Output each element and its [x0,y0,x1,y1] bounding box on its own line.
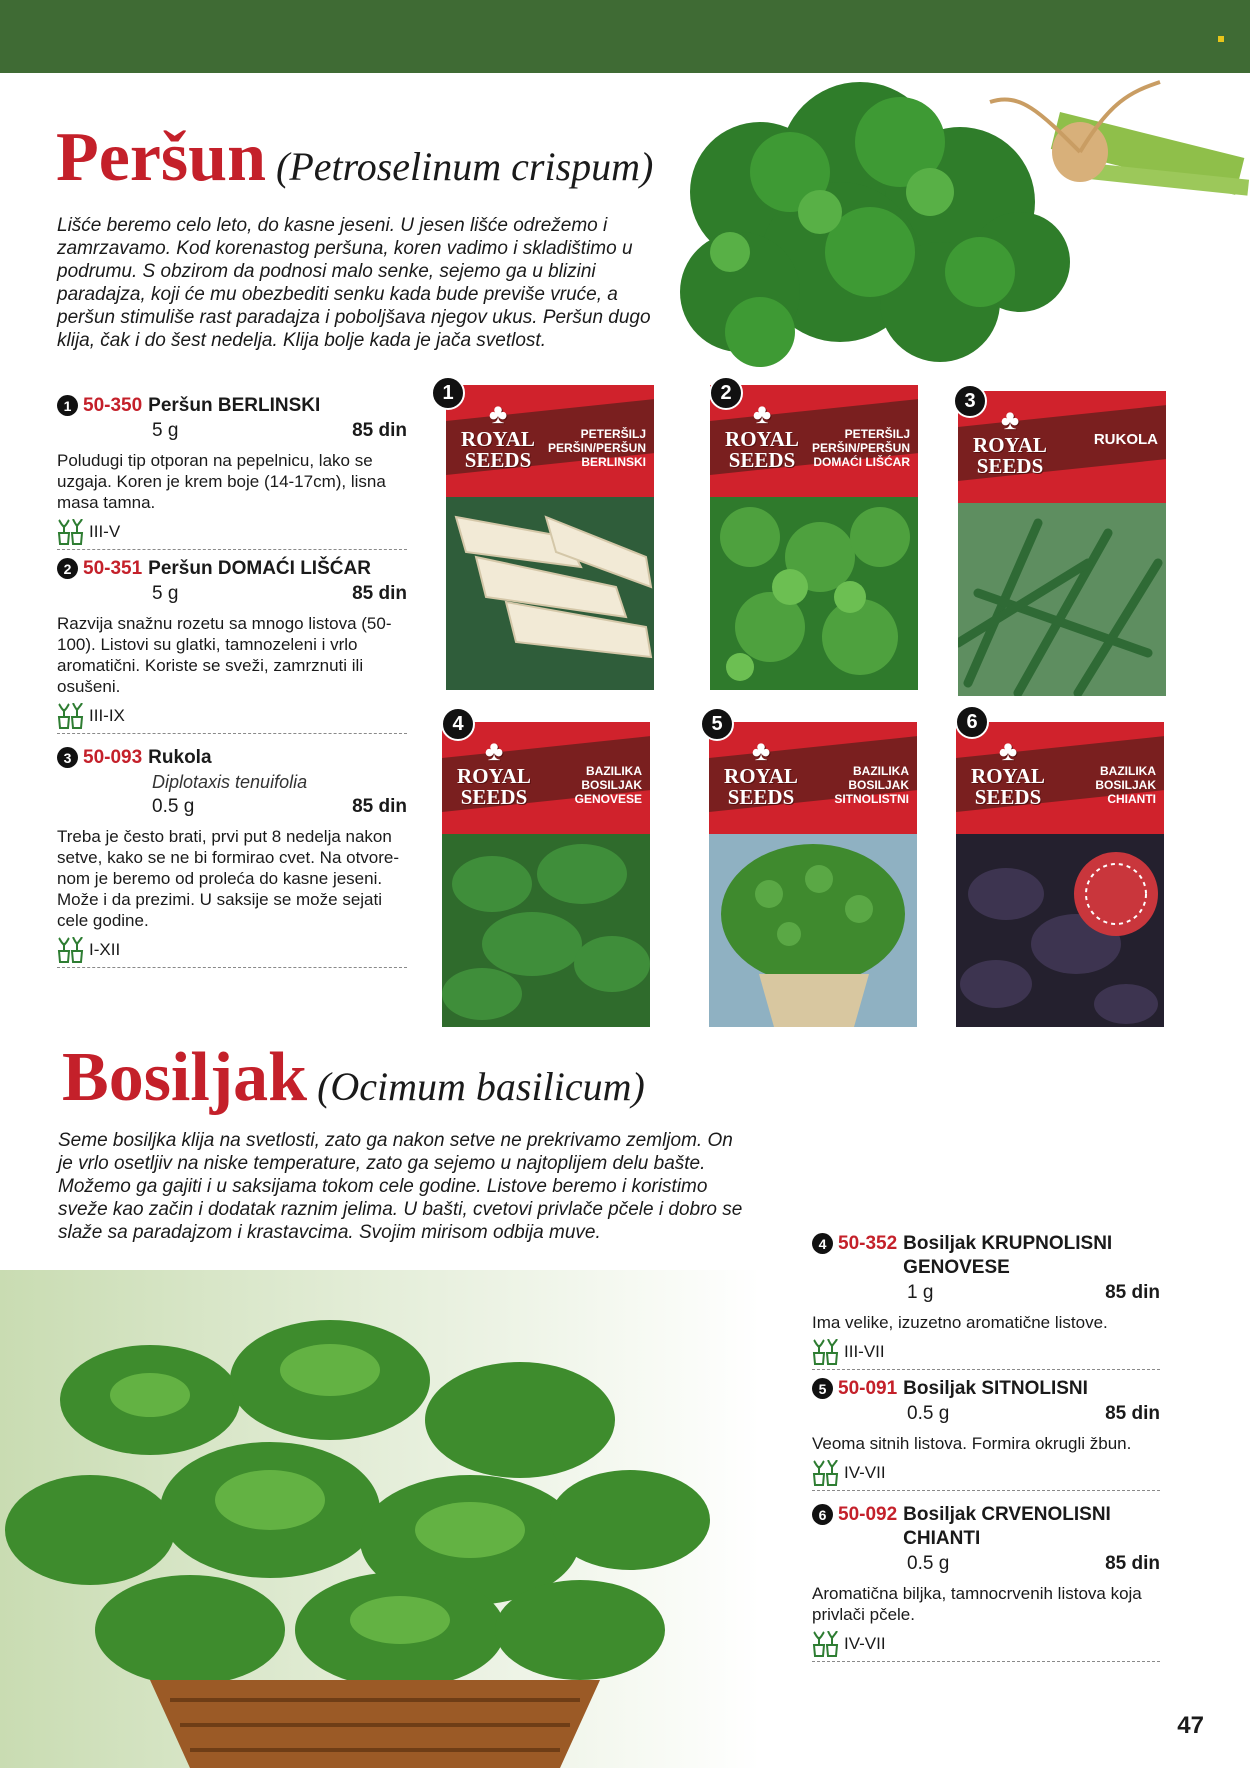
product-description: Treba je često brati, prvi put 8 nedelja nakon setve, kako se ne bi formirao cvet. Na otvore-nom je beremo od proleća do kasne jeseni. Može i da prezimi. U saksije se može sejati cele godine. [57,827,400,930]
sowing-pot-icon [57,519,85,545]
product-price: 85 din [1105,1553,1160,1574]
basil-genovese-photo [442,834,650,1027]
bosiljak-title-main: Bosiljak [62,1039,308,1116]
royal-seeds-logo: ♣ ROYAL SEEDS [457,736,531,809]
packet-label: BAZILIKA BOSILJAK CHIANTI [1095,764,1156,806]
basil-plant-image [0,1270,760,1768]
product-price: 85 din [352,420,407,441]
divider [812,1661,1160,1662]
sowing-pot-icon [57,703,85,729]
product-name: Bosiljak CRVENOLISNI CHIANTI [903,1504,1111,1549]
product-code: 50-091 [838,1378,898,1399]
sowing-period: IV-VII [844,1634,886,1653]
sowing-pot-icon [812,1339,840,1365]
royal-seeds-logo: ♣ ROYAL SEEDS [973,405,1047,478]
product-code: 50-093 [83,747,143,768]
product-price: 85 din [1105,1403,1160,1424]
divider [812,1369,1160,1370]
product-name: Peršun BERLINSKI [148,395,321,416]
divider [57,549,407,550]
product-description: Veoma sitnih listova. Formira okrugli žbun. [812,1434,1132,1453]
product-number: 2 [57,558,78,579]
product-description: Razvija snažnu rozetu sa mnogo listova (50-100). Listovi su glatki, tamnozeleni i vrlo aromatični. Koriste se sveži, zamrznuti ili osušeni. [57,614,392,696]
sowing-period: III-V [89,522,121,541]
sowing-period: IV-VII [844,1463,886,1482]
parsley-root-photo [446,497,654,690]
product-price: 85 din [352,583,407,604]
product-price: 85 din [352,796,407,817]
product-weight: 0.5 g [907,1553,950,1574]
sowing-period: III-IX [89,706,125,725]
persun-intro: Lišće beremo celo leto, do kasne jeseni. U jesen lišće odrežemo i zamrzavamo. Kod korenastog peršuna, koren vadimo i skladištimo u podrumu. S obzirom da podnosi malo senke, sejemo ga u blizini paradajza, koji će mu obezbediti senku kada bude previše vruće, a peršun stimuliše rast paradajza i poboljšava njegov ukus. Peršun dugo klija, čak i do šest nedelja. Klija bolje kada je jača svetlost. [57,215,651,351]
seed-packet-1 [446,385,654,690]
product-number: 1 [57,395,78,416]
seed-packet-4 [442,722,650,1027]
product-latin-name: Diplotaxis tenuifolia [152,772,308,792]
packet-number: 3 [953,384,987,418]
product-number: 5 [812,1378,833,1399]
rocket-leaves-photo [958,503,1166,696]
sowing-pot-icon [812,1631,840,1657]
divider [812,1490,1160,1491]
packet-number: 4 [441,707,475,741]
product-weight: 0.5 g [907,1403,950,1424]
top-banner [0,0,1250,73]
product-weight: 5 g [152,583,179,604]
page-number: 47 [1177,1712,1204,1739]
product-number: 6 [812,1504,833,1525]
product-6 [812,1503,1160,1662]
product-description: Aromatična biljka, tamnocrvenih listova koja privlači pčele. [812,1584,1142,1624]
product-name: Bosiljak SITNOLISNI [903,1378,1088,1399]
packet-number: 6 [955,705,989,739]
product-4 [812,1232,1160,1370]
product-code: 50-350 [83,395,143,416]
basil-small-leaf-photo [709,834,917,1027]
bosiljak-intro: Seme bosiljka klija na svetlosti, zato ga nakon setve ne prekrivamo zemljom. On je vrlo osetljiv na niske temperature, zato ga sejemo u najtoplijem delu bašte. Možemo ga gajiti i u saksijama tokom cele godine. Listove beremo i koristimo sveže kao začin i dodatak raznim jelima. U bašti, cvetovi privlače pčele i dobro se slaže sa paradajzom i krastavcima. Svojim mirisom odbija muve. [58,1130,743,1243]
product-number: 4 [812,1233,833,1254]
persun-title [56,118,653,198]
product-code: 50-092 [838,1504,898,1525]
seed-packet-3 [958,391,1166,696]
product-weight: 5 g [152,420,179,441]
product-code: 50-351 [83,558,143,579]
packet-number: 2 [709,376,743,410]
product-description: Poludugi tip otporan na pepelnicu, lako se uzgaja. Koren je krem boje (14-17cm), lisna masa tamna. [57,451,386,512]
divider [57,967,407,968]
product-2 [57,557,407,734]
product-weight: 0.5 g [152,796,195,817]
persun-title-main: Peršun [56,119,266,196]
packet-label: BAZILIKA BOSILJAK GENOVESE [574,764,642,806]
bosiljak-title [62,1038,645,1118]
product-price: 85 din [1105,1282,1160,1303]
royal-seeds-logo: ♣ ROYAL SEEDS [971,736,1045,809]
bosiljak-title-latin: (Ocimum basilicum) [317,1064,645,1109]
corner-mark [1218,36,1224,42]
product-code: 50-352 [838,1233,898,1254]
seed-packet-2 [710,385,918,690]
packet-label: PETERŠILJ PERŠIN/PERŠUN BERLINSKI [547,427,646,469]
product-name: Rukola [148,747,212,768]
seed-packet-5 [709,722,917,1027]
product-3 [57,746,407,968]
divider [57,733,407,734]
packet-label: BAZILIKA BOSILJAK SITNOLISTNI [834,764,909,806]
sowing-period: I-XII [89,940,121,959]
seed-packet-6 [956,722,1164,1027]
product-name: Bosiljak KRUPNOLISNI GENOVESE [903,1233,1113,1278]
royal-seeds-logo: ♣ ROYAL SEEDS [461,399,535,472]
parsley-leaves-photo [710,497,918,690]
parsley-bunch-image [640,72,1250,402]
sowing-pot-icon [812,1460,840,1486]
royal-seeds-logo: ♣ ROYAL SEEDS [724,736,798,809]
sowing-pot-icon [57,937,85,963]
packet-number: 5 [700,707,734,741]
royal-seeds-logo: ♣ ROYAL SEEDS [725,399,799,472]
product-1 [57,394,407,550]
basil-red-leaf-photo [956,834,1164,1027]
persun-title-latin: (Petroselinum crispum) [276,144,654,189]
packet-label: PETERŠILJ PERŠIN/PERŠUN DOMAĆI LIŠĆAR [811,427,910,469]
product-name: Peršun DOMAĆI LIŠĆAR [148,558,371,579]
packet-label: RUKOLA [1093,431,1158,448]
product-5 [812,1377,1160,1491]
packet-number: 1 [431,376,465,410]
product-number: 3 [57,747,78,768]
product-weight: 1 g [907,1282,934,1303]
product-description: Ima velike, izuzetno aromatične listove. [812,1313,1108,1332]
sowing-period: III-VII [844,1342,885,1361]
